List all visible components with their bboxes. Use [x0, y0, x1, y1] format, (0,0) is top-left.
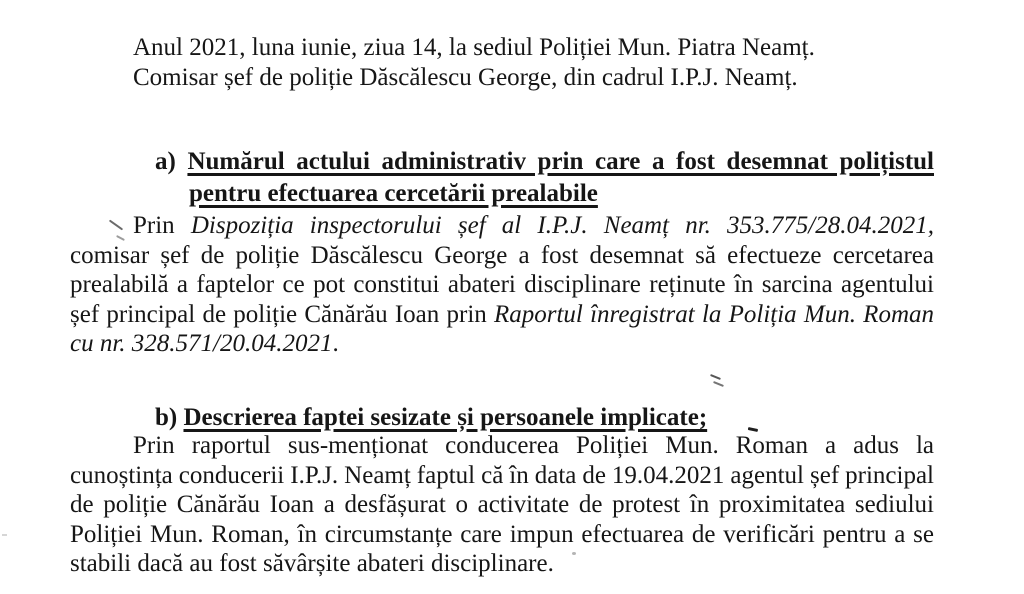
paragraph-line: stabili dacă au fost săvârșite abateri disciplinare.	[70, 550, 554, 578]
paragraph-line	[70, 329, 934, 359]
paragraph-text: Prin	[133, 212, 175, 239]
paragraph-line	[70, 431, 934, 461]
section-b-heading-text: Descrierea faptei sesizate și persoanele implicate;	[183, 404, 708, 431]
scan-artifact-speck	[572, 552, 576, 555]
paragraph-text: șef principal de poliție Cănărău Ioan prin	[70, 300, 487, 328]
section-a-heading-text-1: Numărul actului administrativ prin care a fost desemnat polițistul	[187, 148, 934, 175]
intro-line-1: Anul 2021, luna iunie, ziua 14, la sediul Poliției Mun. Piatra Neamț.	[133, 34, 815, 61]
paragraph-text-italic: Dispoziția inspectorului șef al I.P.J. Neamț nr. 353.775/28.04.2021,	[190, 212, 935, 239]
accented-word-roman: Roman	[735, 432, 808, 459]
section-a-heading-text-2: pentru efectuarea cercetării prealabile	[189, 180, 598, 207]
section-a-heading-line-2	[155, 178, 934, 210]
paragraph-text: a adus la	[825, 432, 935, 459]
paragraph-text-italic: Raportul înregistrat la Poliția Mun. Roman	[493, 300, 934, 328]
intro-line-2: Comisar șef de poliție Dăscălescu George, din cadrul I.P.J. Neamț.	[133, 63, 798, 91]
paragraph-line: Poliției Mun. Roman, în circumstanțe care impun efectuarea de verificări pentru a se	[70, 520, 934, 548]
section-a-heading	[155, 146, 934, 210]
scan-artifact-tick	[710, 374, 721, 380]
paragraph-line: de poliție Cănărău Ioan a desfășurat o activitate de protest în proximitatea sediului	[70, 491, 934, 519]
section-b-label: b)	[155, 404, 178, 431]
section-a-label: a)	[155, 148, 176, 175]
section-a-paragraph	[70, 211, 934, 359]
scan-artifact-tick	[713, 381, 724, 387]
paragraph-line: comisar șef de poliție Dăscălescu George a fost desemnat să efectueze cercetarea	[70, 241, 934, 269]
paragraph-line	[70, 300, 934, 330]
scan-artifact-speck	[2, 534, 7, 536]
document-intro	[133, 33, 815, 92]
section-b-paragraph	[70, 431, 934, 579]
section-b-heading	[155, 402, 934, 434]
paragraph-text: .	[332, 330, 339, 358]
section-a-heading-line-1	[155, 146, 934, 178]
paragraph-line: prealabilă a faptelor ce pot constitui abateri disciplinare reținute în sarcina agentului	[70, 271, 934, 299]
paragraph-line	[70, 211, 934, 241]
section-b-heading-line	[155, 402, 934, 434]
paragraph-text-italic: cu nr. 328.571/20.04.2021	[70, 330, 333, 358]
paragraph-line: cunoștința conducerii I.P.J. Neamț faptul că în data de 19.04.2021 agentul șef principal	[70, 461, 934, 489]
paragraph-text: Prin raportul sus-menționat conducerea Poliției Mun.	[133, 432, 719, 459]
